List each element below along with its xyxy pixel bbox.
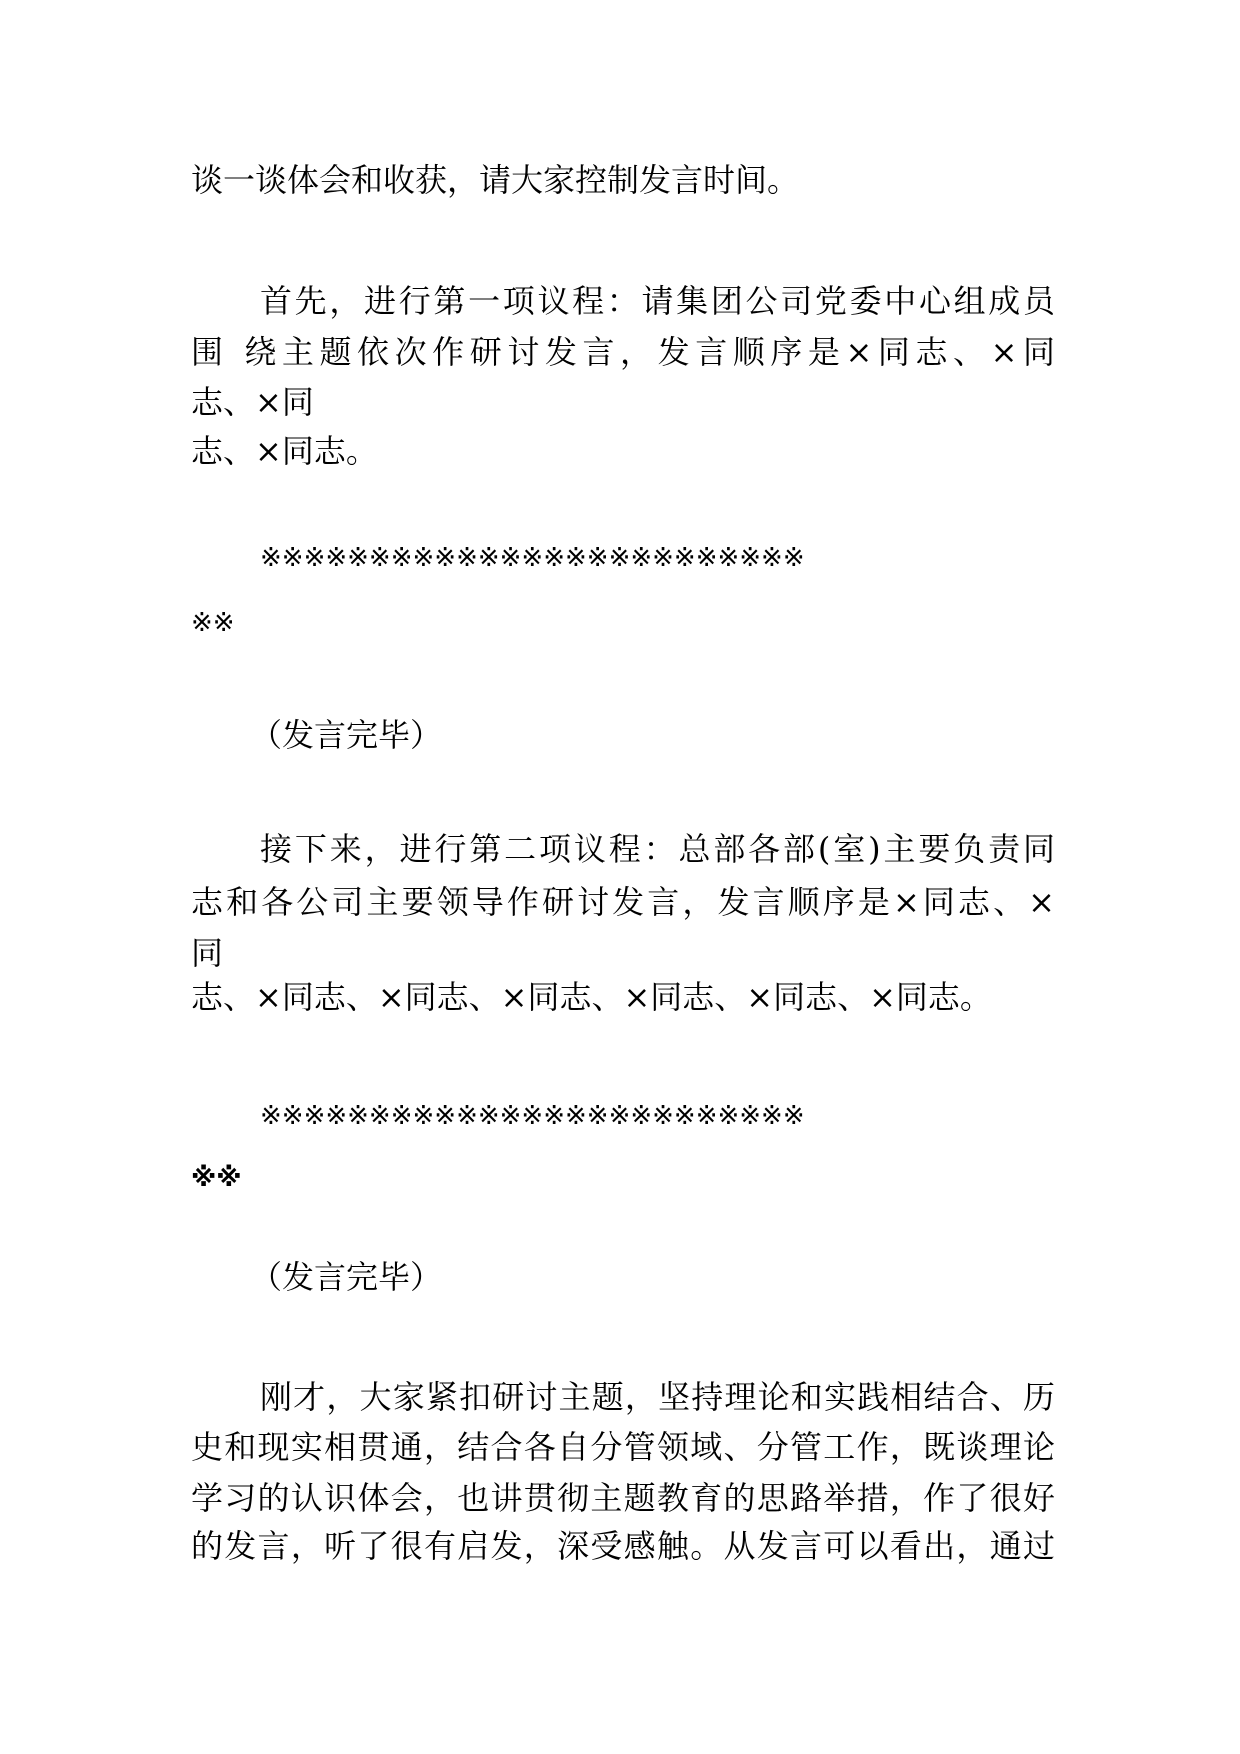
agenda-2-line-4: 志、×同志、×同志、×同志、×同志、×同志、×同志。 [191, 978, 992, 1016]
agenda-2-line-1: 接下来，进行第二项议程：总部各部(室)主要负责同 [260, 830, 1055, 868]
summary-line-4: 的发言，听了很有启发，深受感触。从发言可以看出，通过 [191, 1527, 1055, 1565]
agenda-1-line-2: 围 绕主题依次作研讨发言，发言顺序是×同志、×同 [191, 333, 1055, 371]
summary-line-2: 史和现实相贯通，结合各自分管领域、分管工作，既谈理论 [191, 1428, 1055, 1466]
agenda-1-line-4: 志、×同志。 [191, 432, 378, 470]
summary-line-3: 学习的认识体会，也讲贯彻主题教育的思路举措，作了很好 [191, 1479, 1055, 1517]
placeholder-2-line-2: ※※ [191, 1163, 242, 1193]
placeholder-2-line-1: ※※※※※※※※※※※※※※※※※※※※※※※※※ [260, 1101, 805, 1131]
agenda-1-line-1: 首先，进行第一项议程：请集团公司党委中心组成员 [260, 282, 1055, 320]
agenda-1-line-3: 志、×同 [191, 383, 314, 421]
placeholder-1-line-2: ※※ [191, 608, 235, 638]
summary-line-1: 刚才，大家紧扣研讨主题，坚持理论和实践相结合、历 [260, 1378, 1055, 1416]
placeholder-1-line-1: ※※※※※※※※※※※※※※※※※※※※※※※※※ [260, 543, 805, 573]
agenda-2-line-2: 志和各公司主要领导作研讨发言，发言顺序是×同志、× [191, 883, 1055, 921]
speech-end-2: （发言完毕） [250, 1258, 443, 1296]
intro-line: 谈一谈体会和收获，请大家控制发言时间。 [191, 161, 800, 199]
speech-end-1: （发言完毕） [250, 716, 443, 754]
agenda-2-line-3: 同 [191, 934, 224, 972]
